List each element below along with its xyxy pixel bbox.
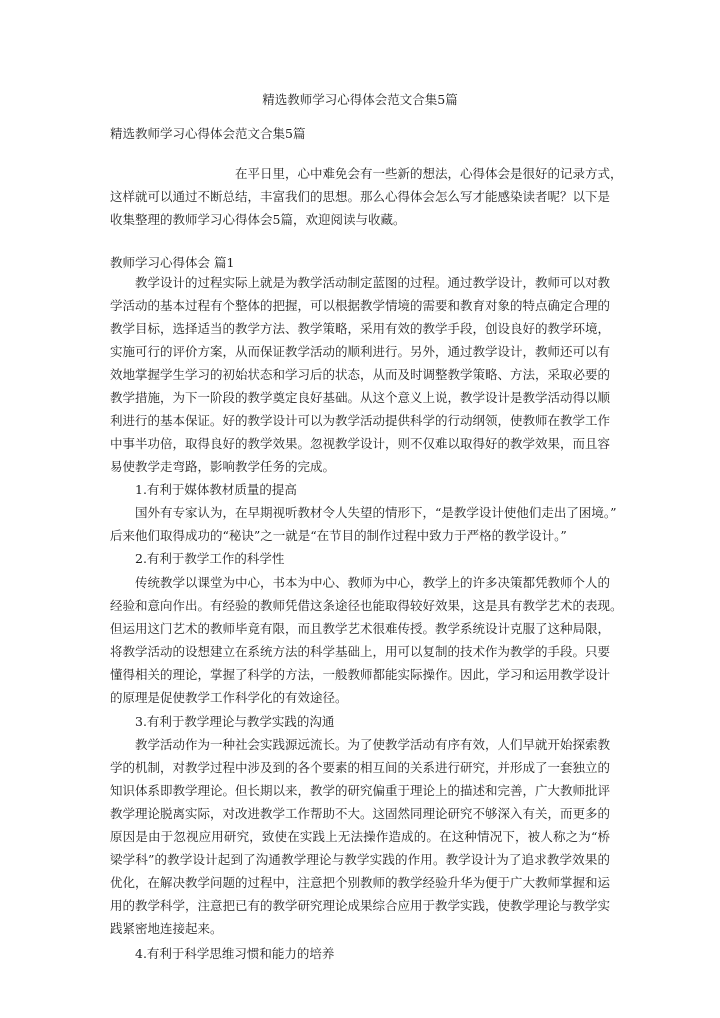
- paragraph-line: 懂得相关的理论，掌握了科学的方法，一般教师都能实际操作。因此，学习和运用教学设计: [110, 667, 611, 682]
- paragraph-line: 传统教学以课堂为中心，书本为中心、教师为中心，教学上的许多决策都凭教师个人的: [135, 575, 611, 590]
- paragraph-line: 实施可行的评价方案，从而保证教学活动的顺利进行。另外，通过教学设计，教师还可以有: [110, 344, 611, 359]
- paragraph-line: 效地掌握学生学习的初始状态和学习后的状态，从而及时调整教学策略、方法，采取必要的: [110, 367, 611, 382]
- subheading-2: 2.有利于教学工作的科学性: [135, 551, 285, 566]
- paragraph-line: 但运用这门艺术的教师毕竟有限，而且教学艺术很难传授。教学系统设计克服了这种局限，: [110, 621, 611, 636]
- paragraph-line: 学的机制，对教学过程中涉及到的各个要素的相互间的关系进行研究，并形成了一套独立的: [110, 760, 611, 775]
- document-subtitle: 精选教师学习心得体会范文合集5篇: [110, 126, 306, 141]
- subheading-4: 4.有利于科学思维习惯和能力的培养: [135, 946, 335, 961]
- paragraph-line: 用的教学科学，注意把已有的教学研究理论成果综合应用于教学实践，使教学理论与教学实: [110, 898, 611, 913]
- paragraph-line: 经验和意向作出。有经验的教师凭借这条途径也能取得较好效果，这是具有教学艺术的表现。: [110, 598, 623, 613]
- paragraph-line: 利进行的基本保证。好的教学设计可以为教学活动提供科学的行动纲领，使教师在教学工作: [110, 413, 611, 428]
- paragraph-line: 梁学科”的教学设计起到了沟通教学理论与教学实践的作用。教学设计为了追求教学效果的: [110, 852, 610, 867]
- paragraph-line: 易使教学走弯路，影响教学任务的完成。: [110, 459, 336, 474]
- intro-line: 这样就可以通过不断总结，丰富我们的思想。那么心得体会怎么写才能感染读者呢？以下是: [110, 189, 611, 204]
- paragraph-line: 教学措施，为下一阶段的教学奠定良好基础。从这个意义上说，教学设计是教学活动得以顺: [110, 390, 611, 405]
- paragraph-line: 知识体系即教学理论。但长期以来，教学的研究偏重于理论上的描述和完善，广大教师批评: [110, 783, 611, 798]
- intro-line: 在平日里，心中难免会有一些新的想法，心得体会是很好的记录方式，: [235, 166, 623, 181]
- intro-line: 收集整理的教师学习心得体会5篇，欢迎阅读与收藏。: [110, 212, 406, 227]
- paragraph-line: 国外有专家认为，在早期视听教材令人失望的情形下，“是教学设计使他们走出了困境。”: [135, 505, 617, 520]
- paragraph-line: 教学设计的过程实际上就是为教学活动制定蓝图的过程。通过教学设计，教师可以对教: [135, 275, 611, 290]
- paragraph-line: 学活动的基本过程有个整体的把握，可以根据教学情境的需要和教育对象的特点确定合理的: [110, 298, 611, 313]
- subheading-3: 3.有利于教学理论与教学实践的沟通: [135, 714, 335, 729]
- paragraph-line: 优化，在解决教学问题的过程中，注意把个别教师的教学经验升华为便于广大教师掌握和运: [110, 875, 611, 890]
- paragraph-line: 后来他们取得成功的“秘诀”之一就是“在节目的制作过程中致力于严格的教学设计。”: [110, 528, 567, 543]
- subheading-1: 1.有利于媒体教材质量的提高: [135, 482, 297, 497]
- paragraph-line: 教学活动作为一种社会实践源远流长。为了使教学活动有序有效，人们早就开始探索教: [135, 737, 611, 752]
- paragraph-line: 教学目标，选择适当的教学方法、教学策略，采用有效的教学手段，创设良好的教学环境，: [110, 321, 611, 336]
- paragraph-line: 践紧密地连接起来。: [110, 921, 223, 936]
- paragraph-line: 中事半功倍，取得良好的教学效果。忽视教学设计，则不仅难以取得好的教学效果，而且容: [110, 436, 611, 451]
- section-heading: 教师学习心得体会 篇1: [110, 255, 235, 270]
- paragraph-line: 原因是由于忽视应用研究，致使在实践上无法操作造成的。在这种情况下，被人称之为“桥: [110, 829, 610, 844]
- paragraph-line: 教学理论脱离实际，对改进教学工作帮助不大。这固然同理论研究不够深入有关，而更多的: [110, 806, 611, 821]
- paragraph-line: 将教学活动的设想建立在系统方法的科学基础上，用可以复制的技术作为教学的手段。只要: [110, 644, 611, 659]
- document-title: 精选教师学习心得体会范文合集5篇: [262, 92, 458, 107]
- paragraph-line: 的原理是促使教学工作科学化的有效途径。: [110, 690, 348, 705]
